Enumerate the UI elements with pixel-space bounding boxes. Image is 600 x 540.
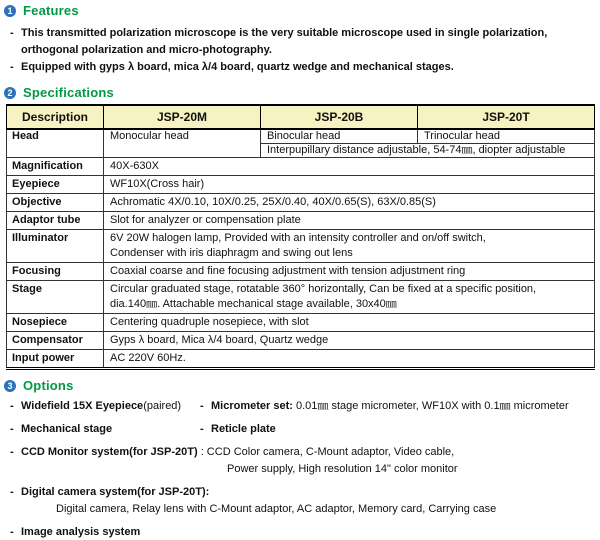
option-widefield-eyepiece	[10, 399, 200, 414]
option-line	[10, 445, 600, 460]
col-header-jsp-20t: JSP-20T	[418, 105, 595, 129]
option-digital-camera-system	[10, 485, 600, 517]
specifications-section	[0, 85, 600, 370]
table-row-head	[7, 129, 595, 144]
table-row	[7, 158, 595, 176]
table-row	[7, 281, 595, 314]
bullet-dash: -	[200, 423, 204, 435]
spec-row-label: Compensator	[7, 332, 104, 350]
spec-row-value: Achromatic 4X/0.10, 10X/0.25, 25X/0.40, 40X/0.65(S), 63X/0.85(S)	[104, 194, 595, 212]
col-header-jsp-20m: JSP-20M	[104, 105, 261, 129]
feature-text: Equipped with gyps λ board, mica λ/4 board, quartz wedge and mechanical stages.	[21, 61, 454, 73]
spec-row-label: Objective	[7, 194, 104, 212]
option-label: Image analysis system	[21, 526, 141, 538]
spec-row-label: Focusing	[7, 263, 104, 281]
spec-row-label: Eyepiece	[7, 176, 104, 194]
spec-row-label: Nosepiece	[7, 314, 104, 332]
options-section	[0, 378, 600, 540]
circled-1-icon: 1	[4, 5, 16, 17]
circled-2-icon: 2	[4, 87, 16, 99]
option-label: Digital camera system(for JSP-20T):	[21, 486, 210, 498]
spec-row-label: Stage	[7, 281, 104, 314]
spec-cell-trinocular: Trinocular head	[418, 129, 595, 144]
table-row	[7, 230, 595, 263]
bullet-dash: -	[10, 486, 14, 498]
bullet-dash: -	[10, 423, 14, 435]
table-row	[7, 263, 595, 281]
spec-value-line: dia.140㎜. Attachable mechanical stage available, 30x40㎜	[110, 298, 397, 310]
option-line	[10, 485, 600, 500]
specifications-section-header	[4, 85, 600, 100]
option-row	[10, 422, 600, 437]
features-section-header	[4, 3, 600, 18]
option-mechanical-stage	[10, 422, 200, 437]
table-row	[7, 314, 595, 332]
option-detail: : CCD Color camera, C-Mount adaptor, Video cable,	[197, 446, 455, 458]
spec-row-label: Illuminator	[7, 230, 104, 263]
option-label: Reticle plate	[211, 423, 276, 435]
col-header-description: Description	[7, 105, 104, 129]
option-label: Mechanical stage	[21, 423, 113, 435]
option-label: Micrometer set:	[211, 400, 293, 412]
bullet-dash: -	[10, 526, 14, 538]
option-label: CCD Monitor system(for JSP-20T)	[21, 446, 198, 458]
table-row	[7, 332, 595, 350]
feature-line: orthogonal polarization and micro-photography.	[21, 44, 272, 56]
table-row	[7, 212, 595, 230]
features-title: Features	[23, 3, 79, 18]
options-section-header	[4, 378, 600, 393]
spec-row-label: Head	[7, 129, 104, 158]
option-detail: 0.01㎜ stage micrometer, WF10X with 0.1㎜ micrometer	[292, 400, 569, 412]
bullet-dash: -	[10, 446, 14, 458]
spec-cell-monocular: Monocular head	[104, 129, 261, 158]
options-list	[0, 399, 600, 540]
table-header-row	[7, 105, 595, 129]
features-bullets	[10, 25, 600, 76]
spec-value-line: Circular graduated stage, rotatable 360° horizontally, Can be fixed at a specific position,	[110, 283, 537, 295]
option-detail-line: Digital camera, Relay lens with C-Mount adaptor, AC adaptor, Memory card, Carrying case	[56, 503, 497, 515]
bullet-dash: -	[10, 400, 14, 412]
bullet-dash: -	[10, 27, 14, 39]
spec-row-value	[104, 230, 595, 263]
feature-line: This transmitted polarization microscope is the very suitable microscope used in single polarization,	[21, 27, 548, 39]
spec-row-value: Slot for analyzer or compensation plate	[104, 212, 595, 230]
feature-item	[10, 59, 600, 76]
option-reticle-plate	[200, 422, 276, 437]
spec-row-value: Gyps λ board, Mica λ/4 board, Quartz wedge	[104, 332, 595, 350]
specifications-table	[6, 104, 595, 370]
spec-value-line: 6V 20W halogen lamp, Provided with an intensity controller and on/off switch,	[110, 232, 486, 244]
spec-value-line: Condenser with iris diaphragm and swing out lens	[110, 247, 353, 259]
spec-cell-interpupillary: Interpupillary distance adjustable, 54-74㎜, diopter adjustable	[261, 144, 595, 158]
option-micrometer-set	[200, 399, 569, 414]
option-detail-line: Power supply, High resolution 14" color monitor	[227, 463, 458, 475]
option-image-analysis-system	[10, 525, 600, 540]
col-header-jsp-20b: JSP-20B	[261, 105, 418, 129]
option-label: Widefield 15X Eyepiece	[21, 400, 144, 412]
table-row	[7, 350, 595, 369]
spec-row-label: Magnification	[7, 158, 104, 176]
spec-row-label: Adaptor tube	[7, 212, 104, 230]
spec-row-value: Centering quadruple nosepiece, with slot	[104, 314, 595, 332]
specifications-title: Specifications	[23, 85, 114, 100]
spec-row-label: Input power	[7, 350, 104, 369]
option-ccd-monitor-system	[10, 445, 600, 477]
feature-item	[10, 25, 600, 59]
option-row	[10, 399, 600, 414]
spec-row-value: AC 220V 60Hz.	[104, 350, 595, 369]
spec-row-value	[104, 281, 595, 314]
table-row	[7, 176, 595, 194]
spec-row-value: Coaxial coarse and fine focusing adjustment with tension adjustment ring	[104, 263, 595, 281]
feature-text	[21, 25, 547, 59]
spec-cell-binocular: Binocular head	[261, 129, 418, 144]
spec-row-value: WF10X(Cross hair)	[104, 176, 595, 194]
spec-row-value: 40X-630X	[104, 158, 595, 176]
table-row	[7, 194, 595, 212]
option-detail: (paired)	[143, 400, 182, 412]
options-title: Options	[23, 378, 74, 393]
circled-3-icon: 3	[4, 380, 16, 392]
bullet-dash: -	[10, 61, 14, 73]
bullet-dash: -	[200, 400, 204, 412]
